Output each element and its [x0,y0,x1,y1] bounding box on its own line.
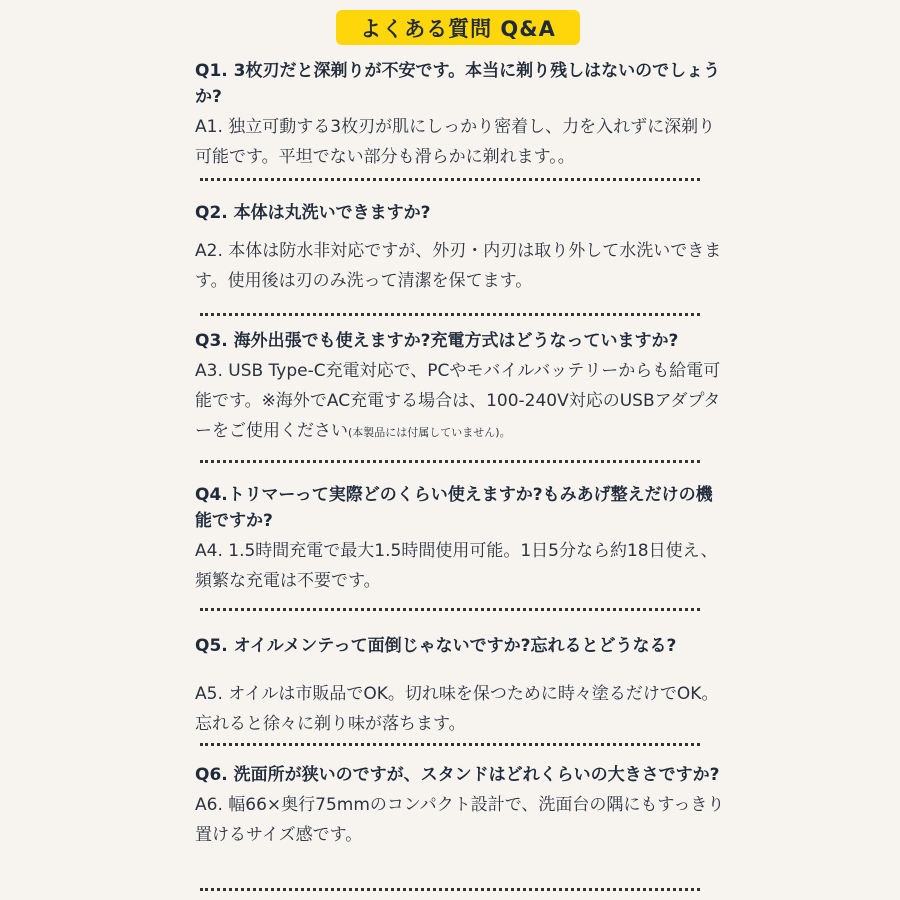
question-3: Q3. 海外出張でも使えますか?充電方式はどうなっていますか? [195,331,679,351]
divider-3 [200,460,700,463]
question-2: Q2. 本体は丸洗いできますか? [195,203,431,223]
faq-item-3 [195,328,725,448]
faq-item-1 [195,58,725,172]
answer-3 [195,356,725,448]
faq-item-6 [195,762,725,850]
question-5: Q5. オイルメンテって面倒じゃないですか?忘れるとどうなる? [195,636,677,656]
divider-4 [200,608,700,611]
answer-3-text: A3. USB Type-C充電対応で、PCやモバイルバッテリーからも給電可能です。※海外でAC充電する場合は、100-240V対応のUSBアダプターをご使用ください [195,361,721,441]
faq-title-badge [336,10,580,45]
answer-5: A5. オイルは市販品でOK。切れ味を保つために時々塗るだけでOK。忘れると徐々に剃り味が落ちます。 [195,684,719,734]
faq-item-2 [195,200,725,296]
faq-title: よくある質問 Q&A [360,16,556,41]
divider-2 [200,313,700,316]
answer-3-note: (本製品には付属していません)。 [348,426,511,439]
question-1: Q1. 3枚刃だと深剃りが不安です。本当に剃り残しはないのでしょうか? [195,61,721,107]
answer-2: A2. 本体は防水非対応ですが、外刃・内刃は取り外して水洗いできます。使用後は刃のみ洗って清潔を保てます。 [195,241,722,291]
faq-item-4 [195,482,725,596]
faq-item-5 [195,633,725,739]
answer-4: A4. 1.5時間充電で最大1.5時間使用可能。1日5分なら約18日使え、頻繁な充電は不要です。 [195,541,718,591]
question-6: Q6. 洗面所が狭いのですが、スタンドはどれくらいの大きさですか? [195,765,720,785]
divider-6 [200,888,700,891]
question-4: Q4.トリマーって実際どのくらい使えますか?もみあげ整えだけの機能ですか? [195,485,713,531]
answer-6: A6. 幅66×奥行75mmのコンパクト設計で、洗面台の隅にもすっきり置けるサイズ感です。 [195,795,725,845]
divider-5 [200,743,700,746]
divider-1 [200,178,700,181]
answer-1: A1. 独立可動する3枚刃が肌にしっかり密着し、力を入れずに深剃り可能です。平坦でない部分も滑らかに剃れます。。 [195,117,716,167]
